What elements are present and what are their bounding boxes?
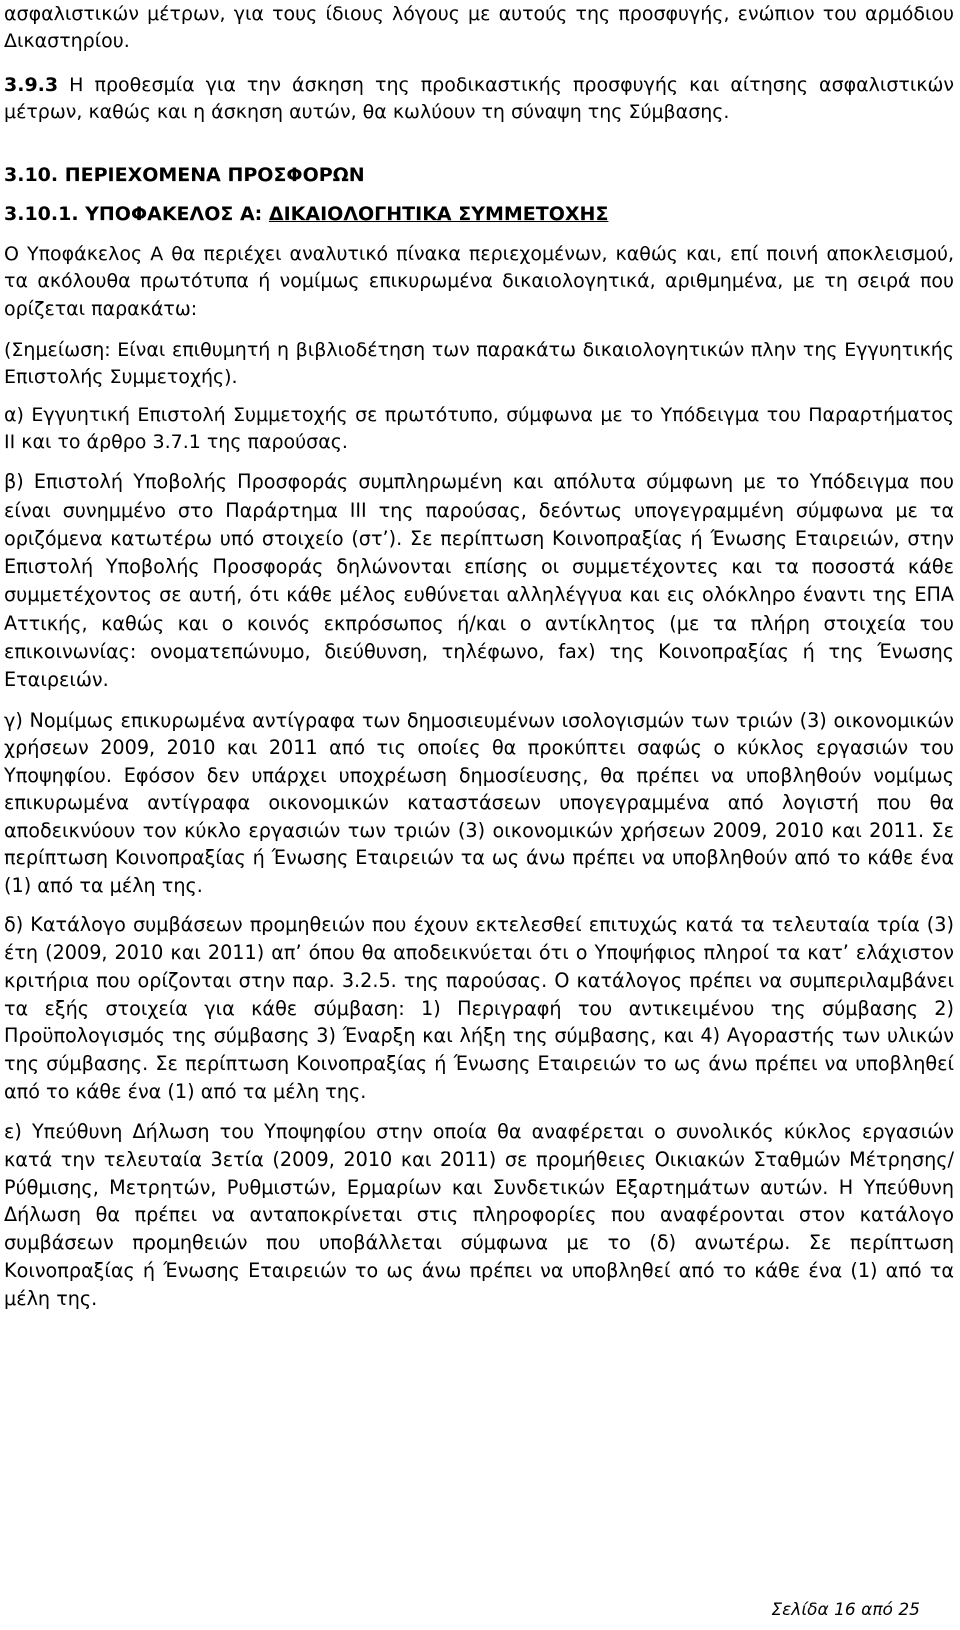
paragraph-3-9-3-text: Η προθεσμία για την άσκηση της προδικαστικής προσφυγής και αίτησης ασφαλιστικών μέτρων, καθώς και η άσκηση αυτών, θα κωλύουν τη σύναψη της Σύμβασης. bbox=[4, 73, 954, 123]
continued-paragraph: ασφαλιστικών μέτρων, για τους ίδιους λόγους με αυτούς της προσφυγής, ενώπιον του αρμόδιου Δικαστηρίου. bbox=[4, 3, 954, 53]
heading-3-10-1-prefix: 3.10.1. ΥΠΟΦΑΚΕΛΟΣ Α: bbox=[4, 203, 269, 226]
heading-3-10: 3.10. ΠΕΡΙΕΧΟΜΕΝΑ ΠΡΟΣΦΟΡΩΝ bbox=[4, 164, 365, 187]
item-e: ε) Υπεύθυνη Δήλωση του Υποψηφίου στην οποία θα αναφέρεται ο συνολικός κύκλος εργασιών κατά την τελευταία 3ετία (2009, 2010 και 2011) σε προμήθειες Οικιακών Σταθμών Μέτρησης/Ρύθμισης, Μετρητών, Ρυθμιστών, Ερμαρίων και Συνδετικών Εξαρτημάτων αυτών. Η Υπεύθυνη Δήλωση θα πρέπει να ανταποκρίνεται στις πληροφορίες που αναφέρονται στον κατάλογο συμβάσεων προμηθειών που υποβάλλεται σύμφωνα με το (δ) ανωτέρω. Σε περίπτωση Κοινοπραξίας ή Ένωσης Εταιρειών το ως άνω πρέπει να υποβληθεί από το κάθε ένα (1) από τα μέλη της. bbox=[4, 1119, 954, 1311]
heading-3-10-1-underlined: ΔΙΚΑΙΟΛΟΓΗΤΙΚΑ ΣΥΜΜΕΤΟΧΗΣ bbox=[268, 203, 609, 226]
item-g: γ) Νομίμως επικυρωμένα αντίγραφα των δημοσιευμένων ισολογισμών των τριών (3) οικονομικών χρήσεων 2009, 2010 και 2011 από τις οποίες θα προκύπτει σαφώς ο κύκλος εργασιών του Υποψηφίου. Εφόσον δεν υπάρχει υποχρέωση δημοσίευσης, θα πρέπει να υποβληθούν νομίμως επικυρωμένα αντίγραφα οικονομικών καταστάσεων υπογεγραμμένα από λογιστή που θα αποδεικνύουν τον κύκλο εργασιών των τριών (3) οικονομικών χρήσεων 2009, 2010 και 2011. Σε περίπτωση Κοινοπραξίας ή Ένωσης Εταιρειών τα ως άνω πρέπει να υποβληθούν από το κάθε ένα (1) από τα μέλη της. bbox=[4, 708, 954, 897]
section-number-3-9-3: 3.9.3 bbox=[4, 73, 59, 96]
paragraph-3-9-3 bbox=[4, 72, 954, 127]
document-page bbox=[4, 0, 954, 1313]
note-paragraph: (Σημείωση: Είναι επιθυμητή η βιβλιοδέτηση των παρακάτω δικαιολογητικών πλην της Εγγυητικής Επιστολής Συμμετοχής). bbox=[4, 339, 954, 389]
heading-3-10-1 bbox=[4, 201, 954, 228]
item-b: β) Επιστολή Υποβολής Προσφοράς συμπληρωμένη και απόλυτα σύμφωνη με το Υπόδειγμα που είναι συνημμένο στο Παράρτημα ΙΙΙ της παρούσας, δεόντως υπογεγραμμένη σύμφωνα με τα οριζόμενα κατωτέρω υπό στοιχείο (στ’). Σε περίπτωση Κοινοπραξίας ή Ένωσης Εταιρειών, στην Επιστολή Υποβολής Προσφοράς δηλώνονται επίσης οι συμμετέχοντες και τα ποσοστά κάθε συμμετέχοντος σε αυτή, ότι κάθε μέλος ευθύνεται αλληλέγγυα και εις ολόκληρο έναντι της ΕΠΑ Αττικής, καθώς και ο κοινός εκπρόσωπος ή/και ο αντίκλητος (με τα πλήρη στοιχεία του επικοινωνίας: ονοματεπώνυμο, διεύθυνση, τηλέφωνο, fax) της Κοινοπραξίας ή της Ένωσης Εταιρειών. bbox=[4, 470, 954, 692]
page-footer: Σελίδα 16 από 25 bbox=[771, 1600, 920, 1620]
item-a: α) Εγγυητική Επιστολή Συμμετοχής σε πρωτότυπο, σύμφωνα με το Υπόδειγμα του Παραρτήματος ΙΙ και το άρθρο 3.7.1 της παρούσας. bbox=[4, 403, 954, 453]
intro-paragraph: Ο Υποφάκελος Α θα περιέχει αναλυτικό πίνακα περιεχομένων, καθώς και, επί ποινή αποκλεισμού, τα ακόλουθα πρωτότυπα ή νομίμως επικυρωμένα δικαιολογητικά, αριθμημένα, με τη σειρά που ορίζεται παρακάτω: bbox=[4, 243, 954, 320]
item-d: δ) Κατάλογο συμβάσεων προμηθειών που έχουν εκτελεσθεί επιτυχώς κατά τα τελευταία τρία (3) έτη (2009, 2010 και 2011) απ’ όπου θα αποδεικνύεται ότι ο Υποψήφιος πληροί τα κατ’ ελάχιστον κριτήρια που ορίζονται στην παρ. 3.2.5. της παρούσας. Ο κατάλογος πρέπει να συμπεριλαμβάνει τα εξής στοιχεία για κάθε σύμβαση: 1) Περιγραφή του αντικειμένου της σύμβασης 2) Προϋπολογισμός της σύμβασης 3) Έναρξη και λήξη της σύμβασης, και 4) Αγοραστής των υλικών της σύμβασης. Σε περίπτωση Κοινοπραξίας ή Ένωσης Εταιρειών το ως άνω πρέπει να υποβληθεί από το κάθε ένα (1) από τα μέλη της. bbox=[4, 913, 954, 1103]
